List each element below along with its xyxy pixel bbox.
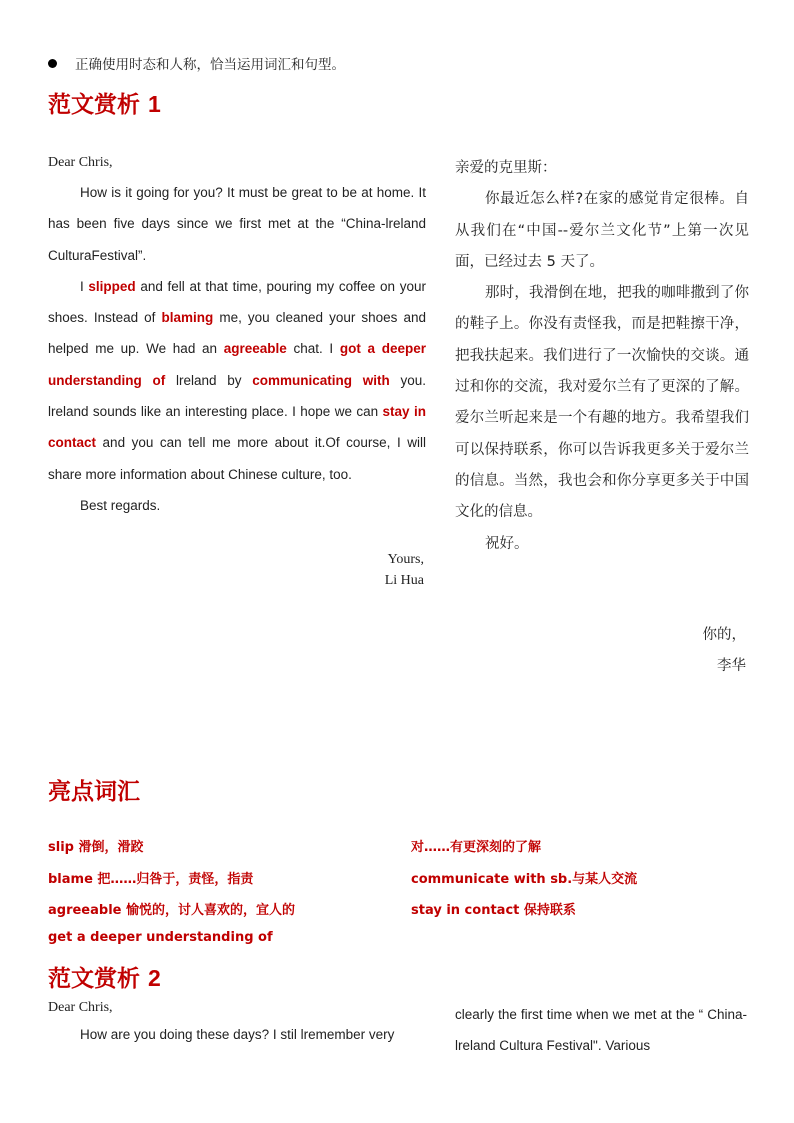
letter1-zh-closing: 祝好。 — [485, 535, 529, 552]
letter1-zh-paragraph-1: 你最近怎么样?在家的感觉肯定很棒。自从我们在“中国--爱尔兰文化节”上第一次见面，已经过去 5 天了。 — [455, 191, 749, 270]
vocab-item-right-2: communicate with sb.与某人交流 — [411, 872, 638, 887]
letter1-chinese — [455, 153, 749, 560]
paragraph-text-run: me, you cleaned your shoes and helped me up. We had an — [48, 310, 426, 357]
vocab-item-left-2: blame 把……归咎于，责怪，指责 — [48, 872, 254, 887]
section-title-2-num: 2 — [148, 965, 161, 991]
section-title-2 — [48, 960, 161, 993]
letter1-en-paragraph-2 — [48, 271, 426, 490]
highlight-keyword: communicating with — [252, 372, 390, 388]
paragraph-text-run: lreland by — [165, 372, 253, 388]
letter2-en-continued-text: clearly the first time when we met at the “ China-lreland Cultura Festival". Various — [455, 1007, 747, 1054]
letter1-en-name: Li Hua — [384, 573, 424, 588]
letter1-zh-signoff — [703, 620, 747, 682]
bullet-text: 正确使用时态和人称，恰当运用词汇和句型。 — [75, 57, 345, 73]
vocab-item-left-4: get a deeper understanding of — [48, 930, 273, 945]
highlight-keyword: agreeable — [223, 341, 287, 357]
letter1-en-paragraph-1: How is it going for you? It must be great to be at home. It has been five days since we first met at the “China-lreland CulturaFestival”. — [48, 185, 426, 263]
paragraph-text-run: and you can tell me more about it.Of course, I will share more information about Chinese culture, too. — [48, 435, 426, 482]
section-title-1-text: 范文赏析 — [48, 91, 140, 118]
section-title-1-num: 1 — [148, 91, 161, 117]
vocab-item-right-3: stay in contact 保持联系 — [411, 903, 576, 918]
bullet-line — [48, 53, 345, 73]
letter2-english — [48, 994, 426, 1047]
letter2-en-salutation: Dear Chris, — [48, 1000, 113, 1015]
section-title-1 — [48, 86, 161, 119]
letter1-en-signoff — [385, 549, 424, 591]
letter2-english-continued — [455, 999, 747, 1062]
paragraph-text-run: and fell at that time, pouring my coffee on your shoes. Instead of — [48, 278, 426, 326]
highlight-keyword: stay in contact — [48, 404, 426, 451]
paragraph-text-run: I — [80, 278, 89, 294]
letter1-zh-yours: 你的， — [702, 627, 746, 643]
vocab-item-left-3: agreeable 愉悦的，讨人喜欢的，宜人的 — [48, 903, 296, 918]
letter2-en-paragraph-1: How are you doing these days? I stil lremember very — [80, 1027, 395, 1042]
vocab-item-right-1: 对……有更深刻的了解 — [411, 840, 542, 855]
bullet-icon — [48, 59, 57, 68]
letter1-en-salutation: Dear Chris, — [48, 155, 113, 170]
letter1-zh-paragraph-2: 那时，我滑倒在地，把我的咖啡撒到了你的鞋子上。你没有责怪我，而是把鞋擦干净，把我扶起来。我们进行了一次愉快的交谈。通过和你的交流，我对爱尔兰有了更深的了解。爱尔兰听起来是一个有趣的地方。我希望我们可以保持联系，你可以告诉我更多关于爱尔兰的信息。当然，我也会和你分享更多关于中国文化的信息。 — [455, 285, 749, 521]
letter1-english — [48, 149, 426, 521]
highlight-keyword: blaming — [161, 310, 214, 326]
letter1-en-yours: Yours, — [387, 552, 424, 567]
vocab-item-left-1: slip 滑倒，滑跤 — [48, 840, 144, 855]
letter1-zh-salutation: 亲爱的克里斯： — [455, 160, 557, 176]
section-title-2-text: 范文赏析 — [48, 965, 140, 992]
highlight-keyword: slipped — [88, 278, 136, 294]
paragraph-text-run: chat. I — [286, 341, 340, 357]
vocab-title: 亮点词汇 — [48, 779, 140, 805]
paragraph-text-run: you. lreland sounds like an interesting place. I hope we can — [48, 372, 426, 420]
letter1-zh-name: 李华 — [717, 658, 746, 674]
letter1-en-closing: Best regards. — [80, 497, 161, 513]
highlight-keyword: got a deeper understanding of — [48, 341, 426, 388]
